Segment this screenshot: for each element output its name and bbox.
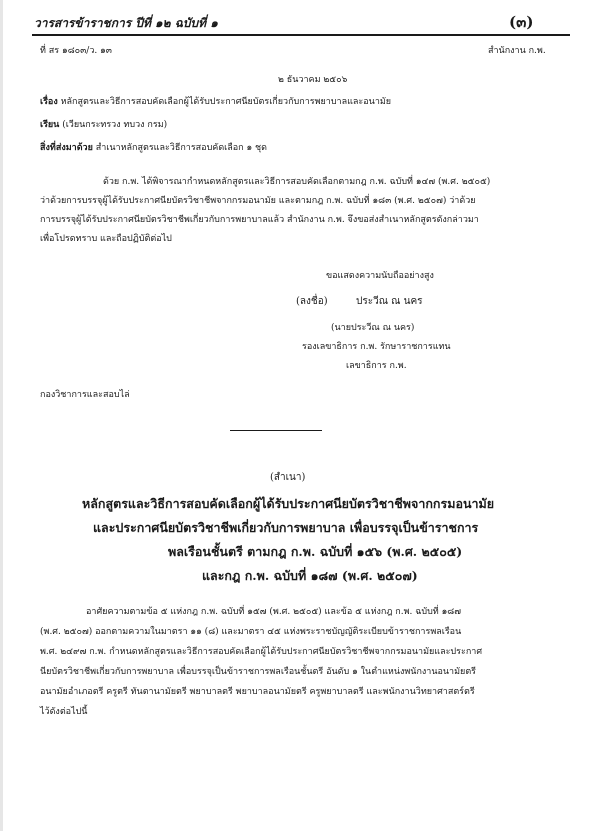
section-divider xyxy=(230,430,322,431)
copy-label: (สำเนา) xyxy=(270,472,306,483)
letter-date: ๒ ธันวาคม ๒๕๐๖ xyxy=(278,75,348,85)
recipient-text: (เวียนกระทรวง ทบวง กรม) xyxy=(62,120,168,130)
enclosure-line xyxy=(40,140,267,154)
subject-label: เรื่อง xyxy=(40,97,58,107)
issuing-office: สำนักงาน ก.พ. xyxy=(488,46,546,56)
page-number: (๓) xyxy=(509,13,534,31)
enclosure-label: สิ่งที่ส่งมาด้วย xyxy=(40,143,93,153)
copy-title-line: พลเรือนชั้นตรี ตามกฎ ก.พ. ฉบับที่ ๑๕๖ (พ.ศ. ๒๕๐๕) xyxy=(168,544,463,559)
body-line: ว่าด้วยการบรรจุผู้ได้รับประกาศนียบัตรวิชาชีพจากกรมอนามัย และตามกฎ ก.พ. ฉบับที่ ๑๘๓ (พ.ศ. ๒๕๐๗) ว่าด้วย xyxy=(40,196,476,206)
body-line: ด้วย ก.พ. ได้พิจารณากำหนดหลักสูตรและวิธีการสอบคัดเลือกตามกฎ ก.พ. ฉบับที่ ๑๔๗ (พ.ศ. ๒๕๐๕) xyxy=(103,177,491,187)
enclosure-text: สำเนาหลักสูตรและวิธีการสอบคัดเลือก ๑ ชุด xyxy=(95,143,267,153)
copy-title-line: และประกาศนียบัตรวิชาชีพเกี่ยวกับการพยาบาล เพื่อบรรจุเป็นข้าราชการ xyxy=(93,520,479,535)
copy-body-line: ไว้ดังต่อไปนี้ xyxy=(40,707,88,717)
recipient-line xyxy=(40,117,167,131)
copy-title-line: หลักสูตรและวิธีการสอบคัดเลือกผู้ได้รับประกาศนียบัตรวิชาชีพจากกรมอนามัย xyxy=(82,496,495,511)
signed-label: (ลงชื่อ) xyxy=(296,296,328,307)
closing-phrase: ขอแสดงความนับถืออย่างสูง xyxy=(326,271,434,281)
scan-edge-shadow xyxy=(0,0,3,831)
body-line: การบรรจุผู้ได้รับประกาศนียบัตรวิชาชีพเกี่ยวกับการพยาบาลแล้ว สำนักงาน ก.พ. จึงขอส่งสำเนาหลักสูตรดังกล่าวมา xyxy=(40,215,479,225)
copy-title-line: และกฎ ก.พ. ฉบับที่ ๑๘๗ (พ.ศ. ๒๕๐๗) xyxy=(202,568,418,583)
header-rule xyxy=(32,34,570,36)
journal-title: วารสารข้าราชการ ปีที่ ๑๒ ฉบับที่ ๑ xyxy=(34,16,218,30)
copy-body-line: นียบัตรวิชาชีพเกี่ยวกับการพยาบาล เพื่อบรรจุเป็นข้าราชการพลเรือนชั้นตรี อันดับ ๑ ในตำแหน่งพนักงานอนามัยตรี xyxy=(40,667,476,677)
department-name: กองวิชาการและสอบไล่ xyxy=(40,390,130,400)
reference-number: ที่ สร ๑๘๐๓/ว. ๑๓ xyxy=(40,46,112,56)
copy-body-line: อาศัยความตามข้อ ๕ แห่งกฎ ก.พ. ฉบับที่ ๑๕๗ (พ.ศ. ๒๕๐๕) และข้อ ๕ แห่งกฎ ก.พ. ฉบับที่ ๑๘๗ xyxy=(86,607,461,617)
copy-body-line: (พ.ศ. ๒๕๐๗) ออกตามความในมาตรา ๑๑ (๘) และมาตรา ๔๕ แห่งพระราชบัญญัติระเบียบข้าราชการพลเรือน xyxy=(40,627,462,637)
signer-position: รองเลขาธิการ ก.พ. รักษาราชการแทน xyxy=(302,342,451,352)
body-line: เพื่อโปรดทราบ และถือปฏิบัติต่อไป xyxy=(40,234,172,244)
recipient-label: เรียน xyxy=(40,120,60,130)
signer-position-secondary: เลขาธิการ ก.พ. xyxy=(346,361,407,371)
copy-body-line: อนามัยอำเภอตรี ครูตรี ทันตานามัยตรี พยาบาลตรี พยาบาลอนามัยตรี ครูพยาบาลตรี และพนักงานวิทยาศาสตร์ตรี xyxy=(40,687,475,697)
subject-text: หลักสูตรและวิธีการสอบคัดเลือกผู้ได้รับประกาศนียบัตรเกี่ยวกับการพยาบาลและอนามัย xyxy=(60,97,392,107)
printed-name: (นายประวีณ ณ นคร) xyxy=(331,323,415,333)
copy-body-line: พ.ศ. ๒๔๙๗ ก.พ. กำหนดหลักสูตรและวิธีการสอบคัดเลือกผู้ได้รับประกาศนียบัตรวิชาชีพจากกรมอนามัยและประกาศ xyxy=(40,647,483,657)
subject-line xyxy=(40,94,391,108)
signature-name: ประวีณ ณ นคร xyxy=(356,296,423,307)
